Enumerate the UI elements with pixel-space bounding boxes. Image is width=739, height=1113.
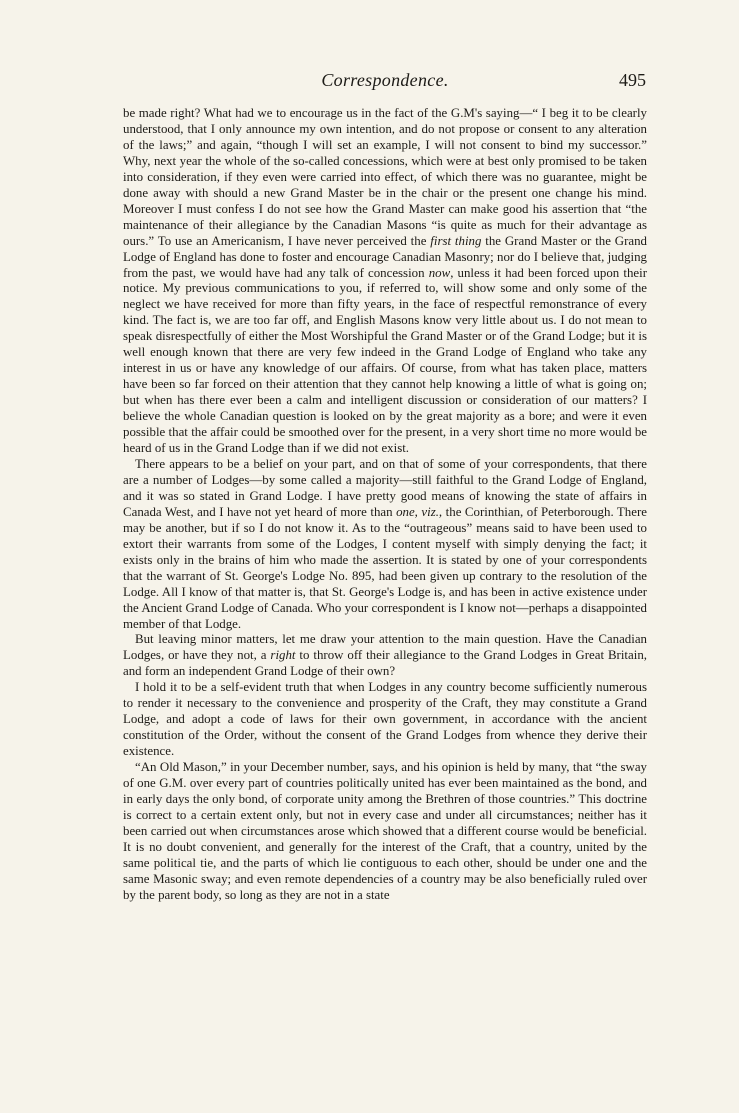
italic-run: right	[270, 648, 296, 663]
text-run: , unless it had been forced upon their notice. My previous communications to you, if referred to, will show some and only some of the neglect we have received for more than fifty years, in the face of respectful remonstrance of every kind. The fact is, we are too far off, and English Masons know very little about us. I do not mean to speak disrespectfully of either the Most Worshipful the Grand Master or of the Grand Lodge; but it is well enough known that there are very few indeed in the Grand Lodge of England who take any interest in us or have any knowledge of our affairs. Of course, from what has taken place, matters have been so far forced on their attention that they cannot help knowing a little of what is going on; but when has there ever been a calm and intelligent discussion or consideration of our matters? I believe the whole Canadian question is looked on by the great majority as a bore; and were it even possible that the affair could be smoothed over for the present, in a very short time no more would be heard of us in the Grand Lodge than if we did not exist.	[123, 265, 647, 456]
page-number: 495	[619, 70, 646, 90]
paragraph	[123, 457, 647, 632]
italic-run: one, viz.,	[396, 504, 443, 519]
text-run: the Grand Master or the Grand Lodge of England has done to foster and encourage Canadian Masonry; nor do I believe that, judging from the past, we would have had any talk of concession	[123, 233, 648, 280]
text-run: I hold it to be a self-evident truth that when Lodges in any country become sufficiently numerous to render it necessary to the convenience and prosperity of the Craft, they may constitute a Grand Lodge, and adopt a code of laws for their own government, in accordance with the ancient constitution of the Order, without the consent of the Grand Lodges from whence they derive their existence.	[123, 680, 647, 759]
paragraph	[123, 632, 647, 680]
text-run: There appears to be a belief on your part, and on that of some of your correspondents, that there are a number of Lodges—by some called a majority—still faithful to the Grand Lodge of England, and it was so stated in Grand Lodge. I have pretty good means of knowing the state of affairs in Canada West, and I have not yet heard of more than	[123, 456, 647, 519]
text-run: But leaving minor matters, let me draw your attention to the main question. Have the Canadian Lodges, or have they not, a	[123, 632, 647, 663]
text-run: to throw off their allegiance to the Grand Lodges in Great Britain, and form an independent Grand Lodge of their own?	[123, 648, 647, 679]
page-header	[124, 70, 646, 96]
article-body	[123, 106, 647, 904]
italic-run: now	[428, 265, 451, 280]
text-run: “An Old Mason,” in your December number, says, and his opinion is held by many, that “the sway of one G.M. over every part of countries politically united has ever been maintained as the bond, and in early days the only bond, of corporate unity among the Brethren of those countries.” This doctrine is correct to a certain extent only, but not in every case and under all circumstances; neither has it been carried out when circumstances arose which showed that a different course would be beneficial. It is no doubt convenient, and generally for the interest of the Craft, that a country, united by the same political tie, and the parts of which lie contiguous to each other, should be under one and the same Masonic sway; and even remote dependencies of a country may be also beneficially ruled over by the parent body, so long as they are not in a state	[123, 760, 647, 902]
paragraph	[123, 106, 647, 457]
paragraph	[123, 680, 647, 760]
text-run: the Corinthian, of Peterborough. There may be another, but if so I do not know it. As to the “outrageous” means said to have been used to extort their warrants from some of the Lodges, I content myself with simply denying the fact; it exists only in the brains of him who made the assertion. It is stated by one of your correspondents that the warrant of St. George's Lodge No. 895, had been given up contrary to the resolution of the Lodge. All I know of that matter is, that St. George's Lodge is, and has been in active existence under the Ancient Grand Lodge of Canada. Who your correspondent is I know not—perhaps a disappointed member of that Lodge.	[123, 504, 647, 631]
paragraph	[123, 760, 647, 904]
running-title: Correspondence.	[321, 70, 449, 90]
text-run: be made right? What had we to encourage us in the fact of the G.M's saying—“ I beg it to be clearly understood, that I only announce my own intention, and do not propose or consent to any alteration of the laws;” and again, “though I will set an example, I will not consent to bind my successor.” Why, next year the whole of the so-called concessions, which were at best only promised to be taken into consideration, if they even were carried into effect, of which there was no guarantee, might be done away with should a new Grand Master be in the chair or the present one change his mind. Moreover I must confess I do not see how the Grand Master can make good his assertion that “the maintenance of their allegiance by the Canadian Masons “is quite as much for their advantage as ours.” To use an Americanism, I have never perceived the	[123, 106, 647, 248]
italic-run: first thing	[430, 233, 482, 248]
